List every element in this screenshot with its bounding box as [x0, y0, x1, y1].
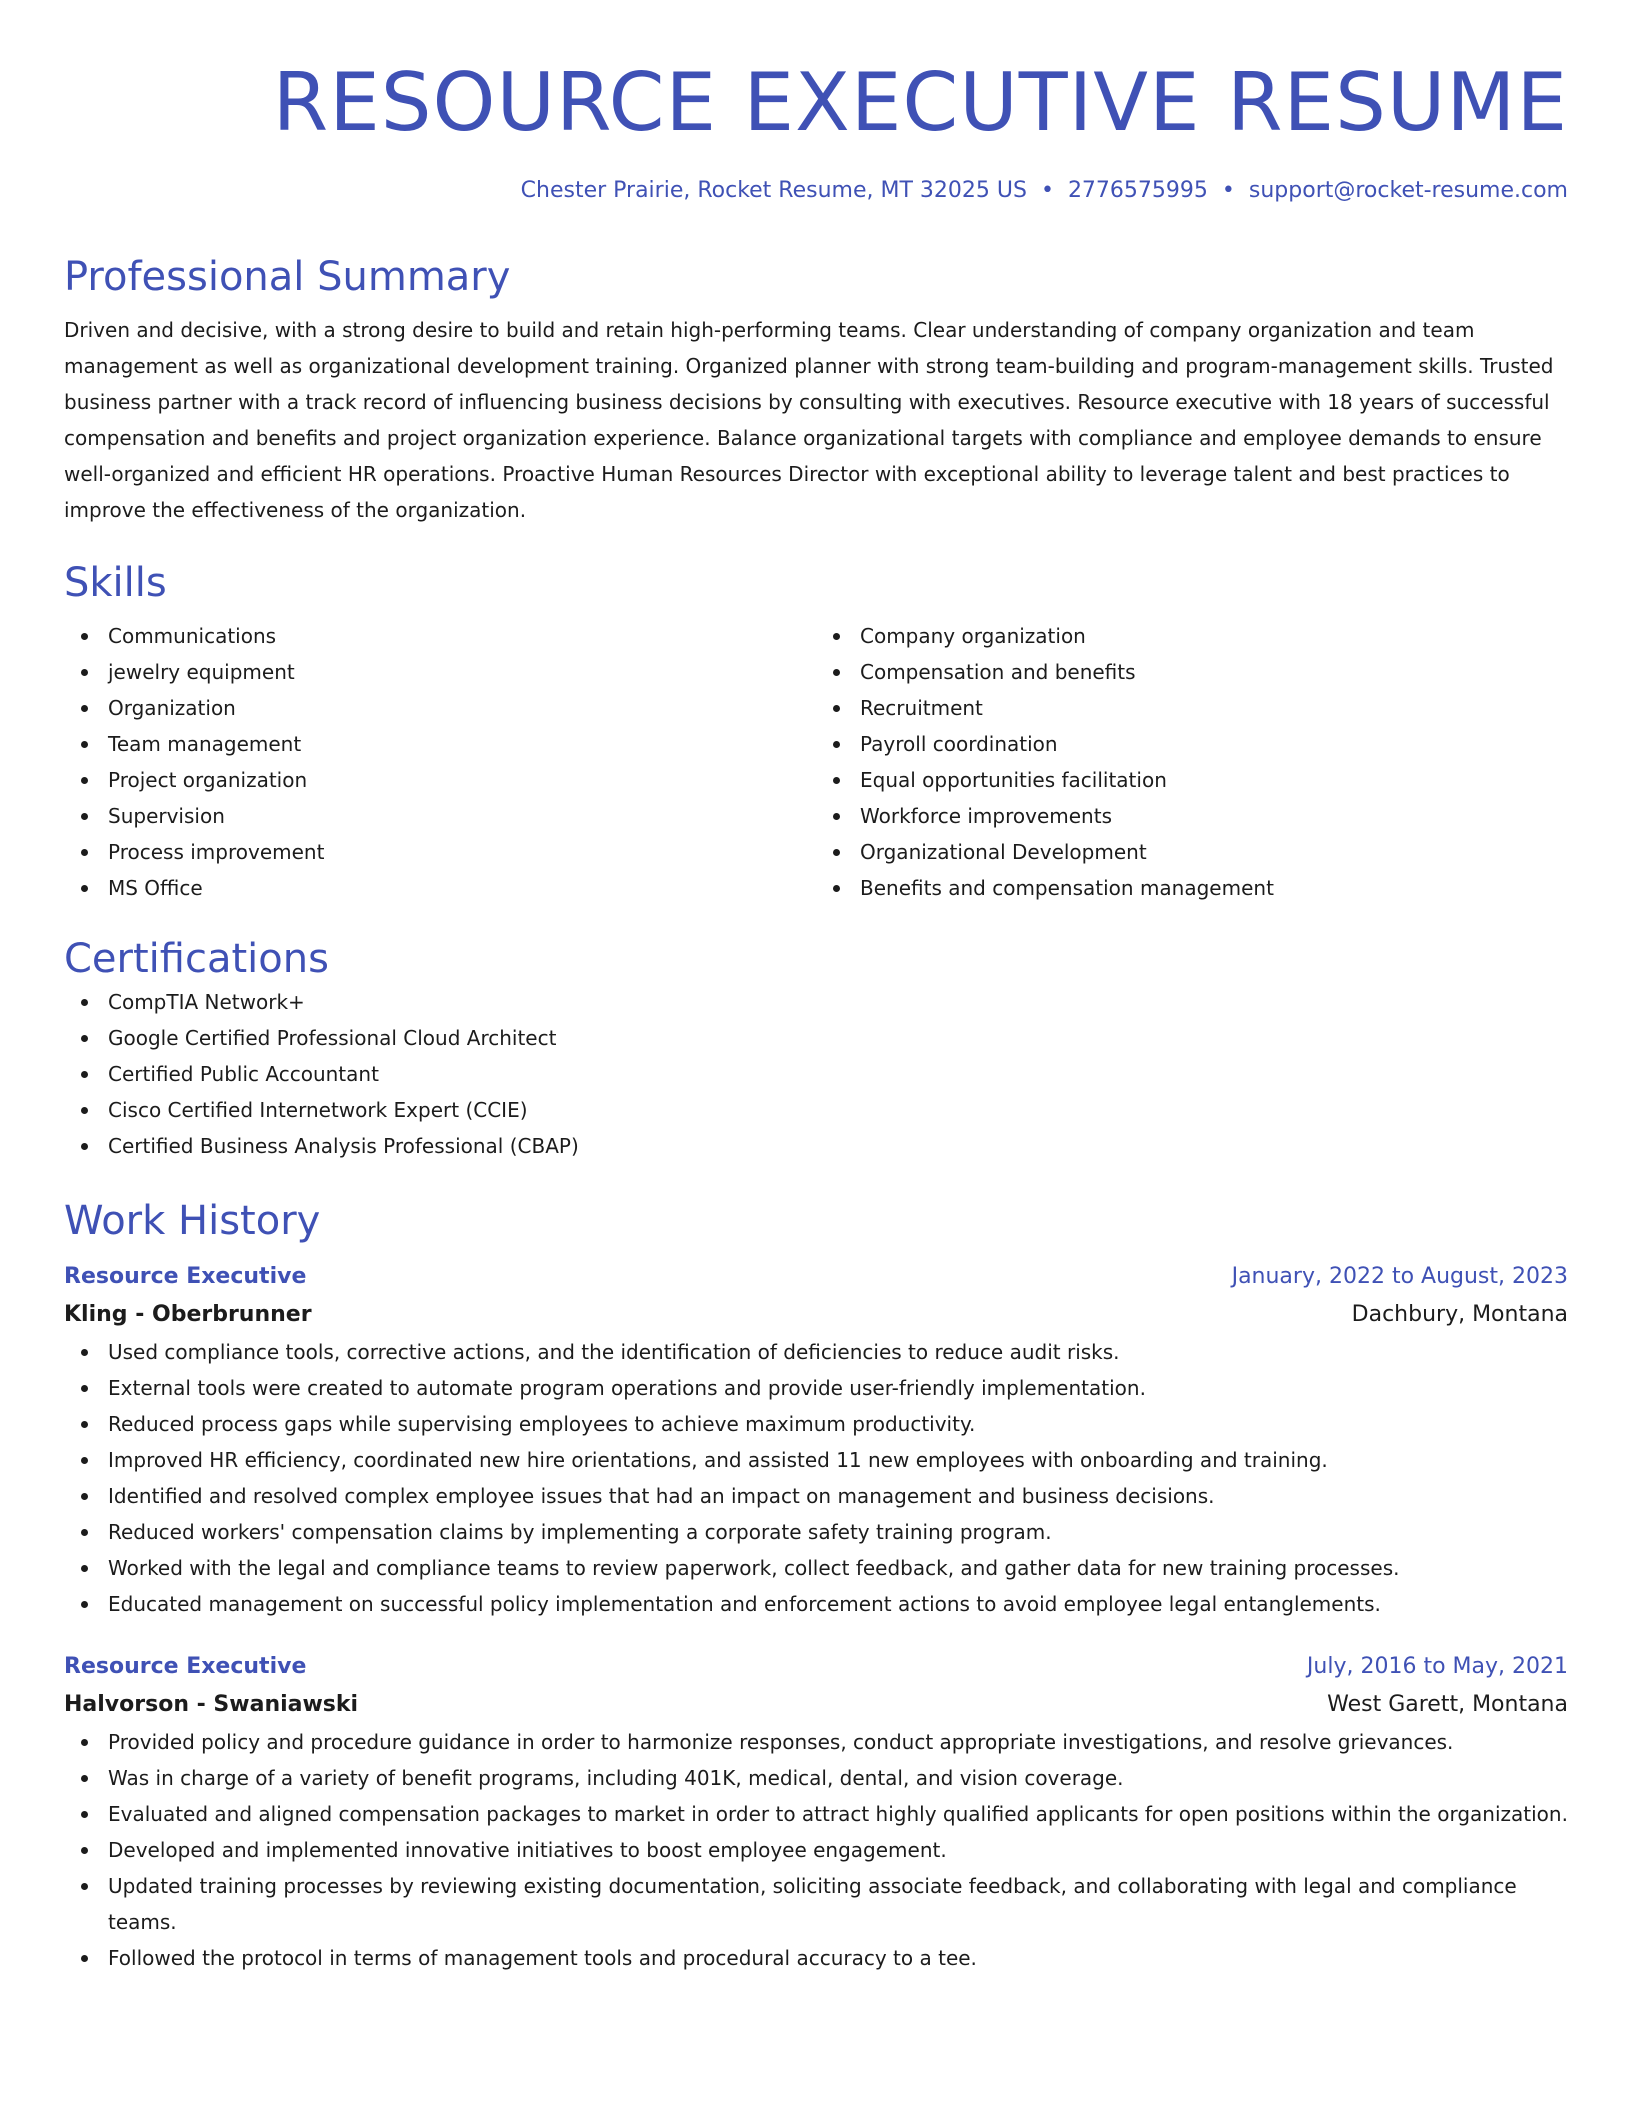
job-bullet: Identified and resolved complex employee issues that had an impact on management and business decisions. [108, 1478, 1568, 1514]
certification-item: Certified Public Accountant [108, 1056, 1568, 1092]
job-bullet: Provided policy and procedure guidance in order to harmonize responses, conduct appropriate investigations, and resolve grievances. [108, 1724, 1568, 1760]
summary-text: Driven and decisive, with a strong desire to build and retain high-performing teams. Clear understanding of company organization and team management as well as organizational development training. Organized planner with strong team-building and program-management skills. Trusted business partner with a track record of influencing business decisions by consulting with executives. Resource executive with 18 years of successful compensation and benefits and project organization experience. Balance organizational targets with compliance and employee demands to ensure well-organized and efficient HR operations. Proactive Human Resources Director with exceptional ability to leverage talent and best practices to improve the effectiveness of the organization. [64, 318, 1554, 522]
contact-line [64, 176, 1568, 206]
skills-list-left [64, 618, 816, 906]
job-title: Resource Executive [64, 1264, 307, 1289]
skills-list-right [816, 618, 1568, 906]
job-bullet: Educated management on successful policy implementation and enforcement actions to avoid employee legal entanglements. [108, 1586, 1568, 1622]
skills-heading: Skills [64, 560, 167, 606]
contact-phone: 2776575995 [1067, 178, 1208, 203]
job-bullet: Was in charge of a variety of benefit programs, including 401K, medical, dental, and vision coverage. [108, 1760, 1568, 1796]
contact-separator: • [1221, 178, 1235, 203]
job-entry [64, 1258, 1568, 1622]
job-bullet: Reduced workers' compensation claims by implementing a corporate safety training program. [108, 1514, 1568, 1550]
skill-item: Payroll coordination [860, 726, 1568, 762]
job-bullet: Followed the protocol in terms of management tools and procedural accuracy to a tee. [108, 1940, 1568, 1976]
skill-item: Recruitment [860, 690, 1568, 726]
skill-item: MS Office [108, 870, 816, 906]
certifications-heading: Certifications [64, 936, 329, 982]
certification-item: Cisco Certified Internetwork Expert (CCIE) [108, 1092, 1568, 1128]
job-title: Resource Executive [64, 1654, 307, 1679]
job-dates: January, 2022 to August, 2023 [1231, 1264, 1568, 1289]
job-location: West Garett, Montana [1327, 1692, 1568, 1717]
skill-item: jewelry equipment [108, 654, 816, 690]
job-bullet: Evaluated and aligned compensation packages to market in order to attract highly qualified applicants for open positions within the organization. [108, 1796, 1568, 1832]
job-company: Halvorson - Swaniawski [64, 1692, 359, 1717]
skill-item: Company organization [860, 618, 1568, 654]
job-company-row [64, 1686, 1568, 1724]
skill-item: Compensation and benefits [860, 654, 1568, 690]
job-bullet: Worked with the legal and compliance teams to review paperwork, collect feedback, and gather data for new training processes. [108, 1550, 1568, 1586]
contact-email[interactable]: support@rocket-resume.com [1248, 178, 1568, 203]
skill-item: Communications [108, 618, 816, 654]
skills-columns [64, 618, 1568, 906]
job-dates: July, 2016 to May, 2021 [1306, 1654, 1568, 1679]
skill-item: Workforce improvements [860, 798, 1568, 834]
job-company-row [64, 1296, 1568, 1334]
job-header-row [64, 1648, 1568, 1686]
skill-item: Organization [108, 690, 816, 726]
resume-title: RESOURCE EXECUTIVE RESUME [272, 56, 1568, 149]
skill-item: Process improvement [108, 834, 816, 870]
job-location: Dachbury, Montana [1351, 1302, 1568, 1327]
skill-item: Organizational Development [860, 834, 1568, 870]
certifications-list [64, 984, 1568, 1164]
job-company: Kling - Oberbrunner [64, 1302, 312, 1327]
job-bullet: Developed and implemented innovative initiatives to boost employee engagement. [108, 1832, 1568, 1868]
job-bullet: External tools were created to automate program operations and provide user-friendly implementation. [108, 1370, 1568, 1406]
job-bullets [64, 1724, 1568, 1976]
job-bullet: Used compliance tools, corrective actions, and the identification of deficiencies to reduce audit risks. [108, 1334, 1568, 1370]
resume-page [64, 0, 1568, 1976]
skill-item: Team management [108, 726, 816, 762]
job-bullet: Updated training processes by reviewing existing documentation, soliciting associate feedback, and collaborating with legal and compliance teams. [108, 1868, 1568, 1940]
certification-item: Certified Business Analysis Professional (CBAP) [108, 1128, 1568, 1164]
skill-item: Supervision [108, 798, 816, 834]
job-bullets [64, 1334, 1568, 1622]
job-bullet: Reduced process gaps while supervising employees to achieve maximum productivity. [108, 1406, 1568, 1442]
contact-address: Chester Prairie, Rocket Resume, MT 32025 US [520, 178, 1027, 203]
summary-heading: Professional Summary [64, 254, 511, 300]
certification-item: CompTIA Network+ [108, 984, 1568, 1020]
job-entry [64, 1648, 1568, 1976]
work-history-heading: Work History [64, 1198, 321, 1244]
certification-item: Google Certified Professional Cloud Architect [108, 1020, 1568, 1056]
contact-separator: • [1040, 178, 1054, 203]
job-header-row [64, 1258, 1568, 1296]
skill-item: Equal opportunities facilitation [860, 762, 1568, 798]
skill-item: Benefits and compensation management [860, 870, 1568, 906]
skill-item: Project organization [108, 762, 816, 798]
job-bullet: Improved HR efficiency, coordinated new hire orientations, and assisted 11 new employees with onboarding and training. [108, 1442, 1568, 1478]
